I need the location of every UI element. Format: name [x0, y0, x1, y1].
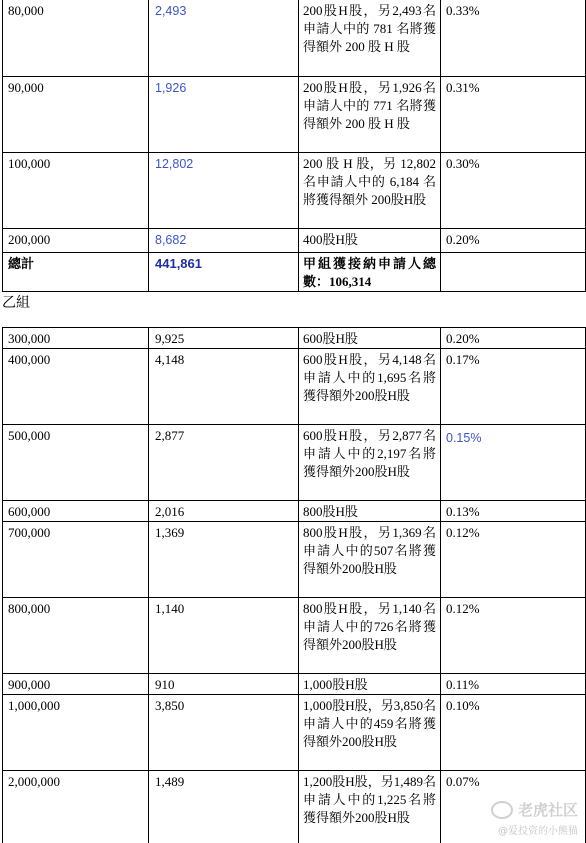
- applicants-cell: 1,926: [149, 77, 299, 153]
- table-row: [3, 0, 586, 77]
- shares-cell: 700,000: [3, 522, 149, 598]
- table-row: [3, 349, 586, 425]
- basis-cell: 600股H股，另4,148名申請人中的1,695名將獲得額外200股H股: [299, 349, 441, 425]
- applicants-cell: 910: [149, 674, 299, 695]
- applicants-cell: 1,489: [149, 771, 299, 843]
- basis-cell: 200股H股，另1,926名申請人中的 771 名將獲得額外 200 股 H 股: [299, 77, 441, 153]
- shares-cell: 400,000: [3, 349, 149, 425]
- applicants-cell: 2,493: [149, 0, 299, 77]
- basis-cell: 1,200股H股，另1,489名申請人中的1,225名將獲得額外200股H股: [299, 771, 441, 843]
- basis-cell: 800股H股: [299, 501, 441, 522]
- pct-cell: 0.33%: [441, 0, 586, 77]
- table-row: [3, 425, 586, 501]
- pct-cell: 0.12%: [441, 522, 586, 598]
- pct-cell: 0.15%: [441, 425, 586, 501]
- shares-cell: 1,000,000: [3, 695, 149, 771]
- pct-cell: 0.10%: [441, 695, 586, 771]
- basis-cell: 200股H股，另2,493名申請人中的 781 名將獲得額外 200 股 H 股: [299, 0, 441, 77]
- pct-cell: 0.20%: [441, 229, 586, 253]
- shares-cell: 300,000: [3, 328, 149, 349]
- shares-cell: 2,000,000: [3, 771, 149, 843]
- pct-cell: 0.20%: [441, 328, 586, 349]
- applicants-cell: 1,369: [149, 522, 299, 598]
- shares-cell: 900,000: [3, 674, 149, 695]
- pct-cell: 0.12%: [441, 598, 586, 674]
- applicants-cell: 2,877: [149, 425, 299, 501]
- table-row: [3, 598, 586, 674]
- table-row: [3, 695, 586, 771]
- section-title-group-b: 乙組: [2, 296, 30, 311]
- total-row: [3, 253, 586, 292]
- group-b-table: [2, 327, 586, 843]
- pct-cell: 0.31%: [441, 77, 586, 153]
- watermark: [491, 799, 578, 837]
- tiger-logo-icon: [491, 801, 513, 819]
- pct-cell: 0.11%: [441, 674, 586, 695]
- applicants-cell: 12,802: [149, 153, 299, 229]
- shares-cell: 80,000: [3, 0, 149, 77]
- basis-cell: 400股H股: [299, 229, 441, 253]
- group-a-table: [2, 0, 586, 292]
- table-row: [3, 229, 586, 253]
- shares-cell: 500,000: [3, 425, 149, 501]
- table-row: [3, 501, 586, 522]
- basis-cell: 1,000股H股: [299, 674, 441, 695]
- watermark-author: @爱投资的小熊猫: [498, 826, 578, 837]
- pct-cell: 0.30%: [441, 153, 586, 229]
- shares-cell: 100,000: [3, 153, 149, 229]
- applicants-cell: 4,148: [149, 349, 299, 425]
- table-row: [3, 328, 586, 349]
- basis-cell: 800股H股，另1,369名申請人中的507名將獲得額外200股H股: [299, 522, 441, 598]
- watermark-brand: 老虎社区: [517, 801, 578, 819]
- shares-cell: 200,000: [3, 229, 149, 253]
- pct-cell: 0.07%: [441, 771, 586, 843]
- applicants-cell: 9,925: [149, 328, 299, 349]
- applicants-cell: 1,140: [149, 598, 299, 674]
- total-summary: 甲組獲接納申請人總數：106,314: [299, 253, 441, 292]
- table-row: [3, 674, 586, 695]
- basis-cell: 200 股 H 股，另 12,802 名申請人中的 6,184 名將獲得額外 200股H股: [299, 153, 441, 229]
- total-applicants: 441,861: [149, 253, 299, 292]
- basis-cell: 800股H股，另1,140名申請人中的726名將獲得額外200股H股: [299, 598, 441, 674]
- basis-cell: 600股H股，另2,877名申請人中的2,197名將獲得額外200股H股: [299, 425, 441, 501]
- table-row: [3, 522, 586, 598]
- applicants-cell: 2,016: [149, 501, 299, 522]
- table-row: [3, 153, 586, 229]
- applicants-cell: 8,682: [149, 229, 299, 253]
- basis-cell: 600股H股: [299, 328, 441, 349]
- basis-cell: 1,000股H股，另3,850名申請人中的459名將獲得額外200股H股: [299, 695, 441, 771]
- total-pct: [441, 253, 586, 292]
- shares-cell: 800,000: [3, 598, 149, 674]
- table-row: [3, 77, 586, 153]
- shares-cell: 600,000: [3, 501, 149, 522]
- pct-cell: 0.17%: [441, 349, 586, 425]
- total-label: 總計: [3, 253, 149, 292]
- shares-cell: 90,000: [3, 77, 149, 153]
- pct-cell: 0.13%: [441, 501, 586, 522]
- applicants-cell: 3,850: [149, 695, 299, 771]
